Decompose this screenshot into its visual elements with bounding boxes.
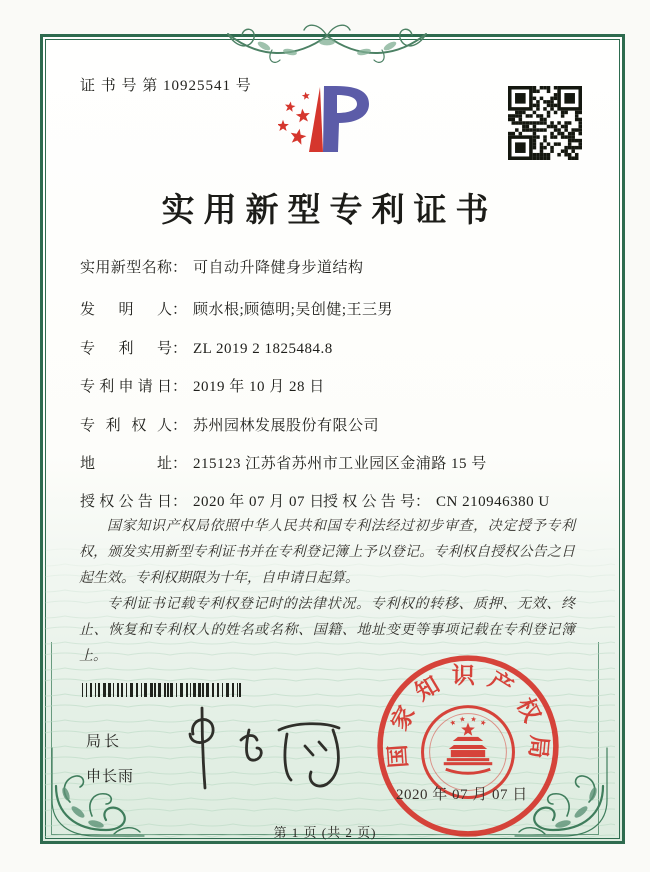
field-value-grant-date: 2020 年 07 月 07 日: [193, 494, 325, 510]
field-row-patentee: 专利权人： 苏州园林发展股份有限公司: [80, 414, 379, 435]
field-label: 专利号: [80, 341, 172, 357]
cnipa-patent-logo: [278, 84, 378, 154]
legal-paragraph-2: 专利证书记载专利权登记时的法律状况。专利权的转移、质押、无效、终止、恢复和专利权人的姓名或名称、国籍、地址变更等事项记载在专利登记簿上。: [79, 597, 575, 664]
seal-agency-text: 国家知识产权局: [384, 663, 552, 771]
field-row-grant-date: 授权公告日： 2020 年 07 月 07 日: [80, 490, 325, 511]
field-row-filing-date: 专利申请日： 2019 年 10 月 28 日: [80, 375, 325, 396]
field-value-grant-number: CN 210946380 U: [436, 494, 550, 510]
director-title: 局长: [86, 734, 123, 750]
field-value-patent-name: 可自动升降健身步道结构: [193, 260, 364, 276]
field-label: 发明人: [80, 302, 172, 318]
seal-date: 2020 年 07 月 07 日: [396, 787, 528, 803]
qr-code: [508, 86, 582, 160]
field-label: 专利权人: [80, 418, 172, 434]
certificate-title: 实用新型专利证书: [161, 193, 498, 229]
top-garland-ornament: [224, 18, 430, 70]
field-label: 地址: [80, 456, 172, 472]
field-row-name: 实用新型名称： 可自动升降健身步道结构: [80, 256, 364, 277]
barcode: [82, 683, 244, 697]
page-footer: 第 1 页 (共 2 页): [273, 825, 377, 840]
field-value-patentee: 苏州园林发展股份有限公司: [193, 418, 380, 434]
director-name: 申长雨: [86, 769, 135, 785]
certificate-number: 证 书 号 第 10925541 号: [80, 78, 252, 94]
field-row-inventors: 发明人： 顾水根;顾德明;吴创健;王三男: [80, 298, 393, 319]
field-value-filing-date: 2019 年 10 月 28 日: [193, 379, 325, 395]
field-row-patent-number: 专利号： ZL 2019 2 1825484.8: [80, 337, 333, 358]
field-label: 授权公告号: [323, 494, 415, 510]
field-label: 实用新型名称: [80, 260, 172, 276]
field-row-address: 地址： 215123 江苏省苏州市工业园区金浦路 15 号: [80, 452, 487, 473]
field-label: 授权公告日: [80, 494, 172, 510]
field-row-grant-number: 授权公告号： CN 210946380 U: [323, 490, 550, 511]
director-signature: [175, 700, 355, 796]
legal-paragraph-1: 国家知识产权局依照中华人民共和国专利法经过初步审查，决定授予专利权，颁发实用新型专利证书并在专利登记簿上予以登记。专利权自授权公告之日起生效。专利权期限为十年，自申请日起算。: [79, 519, 575, 586]
field-value-address: 215123 江苏省苏州市工业园区金浦路 15 号: [193, 456, 487, 472]
logo-stars: [278, 92, 310, 145]
cnipa-official-seal: [371, 649, 565, 843]
field-value-patent-number: ZL 2019 2 1825484.8: [193, 341, 333, 357]
field-value-inventors: 顾水根;顾德明;吴创健;王三男: [193, 302, 394, 318]
legal-text-block: [79, 514, 575, 670]
field-label: 专利申请日: [80, 379, 172, 395]
